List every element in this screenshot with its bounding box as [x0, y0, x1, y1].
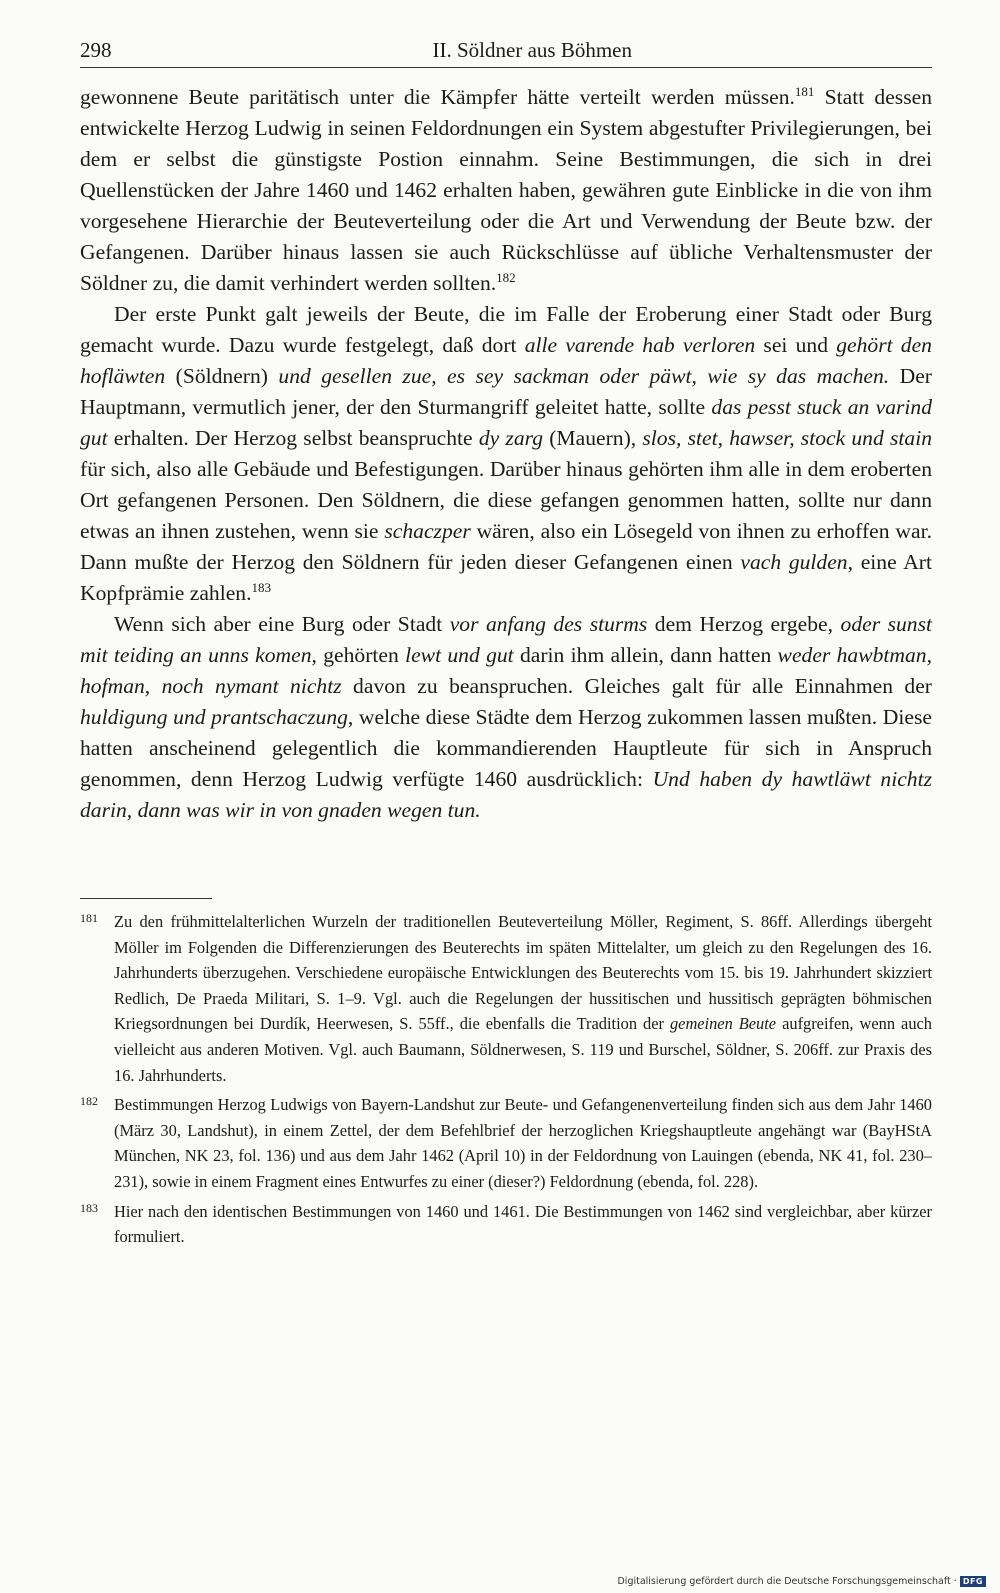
text-run: aufgreifen, wenn auch vielleicht aus anderen Motiven. Vgl. auch Baumann, Söldnerwesen, S. 119 und Burschel, Söldner, S. 206ff. zur Praxis des 16. Jahrhunderts. [114, 1014, 932, 1085]
italic-quote: lewt und gut [405, 643, 514, 667]
italic-quote: weder hawbtman, hofman, noch nymant nichtz [80, 643, 932, 698]
text-run: Statt dessen entwickelte Herzog Ludwig in seinen Feldordnungen ein System abgestufter Privilegierungen, bei dem er selbst die günstigste Postion einnahm. Seine Bestimmungen, die sich in drei Quellenstücken der Jahre 1460 und 1462 erhalten haben, gewähren gute Einblicke in die von ihm vorgesehene Hierarchie der Beuteverteilung oder die Art und Verwendung der Beute bzw. der Gefangenen. Darüber hinaus lassen sie auch Rückschlüsse auf übliche Verhaltensmuster der Söldner zu, die damit verhindert werden sollten. [80, 85, 932, 295]
page [80, 38, 932, 1254]
footnote-reference: 182 [496, 269, 516, 285]
text-run: für sich, also alle Gebäude und Befestigungen. Darüber hinaus gehörten ihm alle in dem eroberten Ort gefangenen Personen. Den Söldnern, die diese gefangen genommen hatten, sollte nur dann etwas an ihnen zustehen, wenn sie [80, 457, 932, 543]
footnote [80, 1199, 932, 1250]
text-run: Hier nach den identischen Bestimmungen von 1460 und 1461. Die Bestimmungen von 1462 sind vergleichbar, aber kürzer formuliert. [114, 1201, 932, 1247]
text-run: gewonnene Beute paritätisch unter die Kämpfer hätte verteilt werden müssen. [80, 85, 795, 109]
italic-quote: das pesst stuck an varind gut [80, 395, 933, 450]
text-run: sei und [755, 333, 837, 357]
running-title: II. Söldner aus Böhmen [432, 38, 632, 62]
text-run: , welche diese Städte dem Herzog zukommen lassen mußten. Diese hatten anscheinend gelegentlich die kommandierenden Hauptleute für sich in Anspruch genommen, denn Herzog Ludwig verfügte 1460 ausdrücklich: [80, 705, 932, 791]
italic-quote: vor anfang des sturms [449, 612, 648, 636]
paragraph [80, 609, 932, 826]
running-header [80, 38, 932, 68]
italic-quote: dy zarg [478, 426, 544, 450]
italic-quote: vach gulden [740, 550, 848, 574]
italic-quote: oder sunst mit teiding an unns komen [80, 612, 932, 667]
italic-quote: und gesellen zue, es sey sackman oder päwt, wie sy das machen. [278, 364, 890, 388]
text-run: wären, also ein Lösegeld von ihnen zu erhoffen war. Dann mußte der Herzog den Söldnern für jeden dieser Gefangenen einen [80, 519, 932, 574]
italic-quote: Und haben dy hawtläwt nichtz darin, dann was wir in von gnaden wegen tun. [80, 767, 932, 822]
text-run: dem Herzog ergebe, [647, 612, 841, 636]
dfg-logo-icon: DFG [960, 1576, 986, 1587]
footnote-number: 181 [80, 911, 98, 925]
footnotes [80, 909, 932, 1250]
italic-quote: huldigung und prantschaczung [80, 705, 348, 729]
text-run: Zu den frühmittelalterlichen Wurzeln der traditionellen Beuteverteilung Möller, Regiment, S. 86ff. Allerdings übergeht Möller im Folgenden die Differenzierungen des Beuterechts im späten Mittelalter, um gleich zu den Regelungen des 16. Jahrhunderts überzugehen. Verschiedene europäische Entwicklungen des Beuterechts vom 15. bis 19. Jahrhundert skizziert Redlich, De Praeda Militari, S. 1–9. Vgl. auch die Regelungen der hussitischen und hussitisch geprägten böhmischen Kriegsordnungen bei Durdík, Heerwesen, S. 55ff., die ebenfalls die Tradition der [114, 912, 932, 1034]
footnote [80, 1092, 932, 1194]
italic-quote: alle varende hab verloren [524, 333, 756, 357]
footnote-reference: 181 [794, 83, 815, 99]
footnote [80, 909, 932, 1088]
footnote-reference: 183 [251, 579, 271, 595]
text-run: , eine Art Kopfprämie zahlen. [80, 550, 932, 605]
italic-quote: gehört den hofläwten [80, 333, 932, 388]
text-run: , gehörten [311, 643, 406, 667]
page-number: 298 [80, 38, 112, 62]
footnote-number: 182 [80, 1094, 98, 1109]
footnote-number: 183 [80, 1200, 98, 1215]
credit-text: Digitalisierung gefördert durch die Deutsche Forschungsgemeinschaft · [617, 1576, 957, 1587]
text-run: darin ihm allein, dann hatten [513, 643, 778, 667]
text-run: Bestimmungen Herzog Ludwigs von Bayern-Landshut zur Beute- und Gefangenenverteilung finden sich aus dem Jahr 1460 (März 30, Landshut), in einem Zettel, der dem Befehlbrief der herzoglichen Kriegshauptleute angehängt war (BayHStA München, NK 23, fol. 136) und aus dem Jahr 1462 (April 10) in der Feldordnung von Lauingen (ebenda, NK 41, fol. 230–231), sowie in einem Fragment eines Entwurfes zu einer (dieser?) Feldordnung (ebenda, fol. 228). [114, 1095, 932, 1191]
italic-quote: schaczper [384, 519, 471, 543]
text-run: Wenn sich aber eine Burg oder Stadt [114, 612, 450, 636]
italic-quote: slos, stet, hawser, stock und stain [642, 426, 932, 450]
paragraph [80, 82, 932, 299]
text-run: Der erste Punkt galt jeweils der Beute, die im Falle der Eroberung einer Stadt oder Burg gemacht wurde. Dazu wurde festgelegt, daß dort [80, 302, 932, 357]
italic-quote: gemeinen Beute [669, 1014, 777, 1034]
text-run: (Söldnern) [165, 364, 279, 388]
text-run: erhalten. Der Herzog selbst beanspruchte [107, 426, 479, 450]
digitization-credit [617, 1576, 986, 1587]
text-run: (Mauern), [543, 426, 643, 450]
footnote-divider [80, 898, 212, 899]
text-run: davon zu beanspruchen. Gleiches galt für alle Einnahmen der [341, 674, 933, 698]
main-text [80, 82, 932, 826]
paragraph [80, 299, 932, 609]
text-run: Der Hauptmann, vermutlich jener, der den Sturmangriff geleitet hatte, sollte [80, 364, 932, 419]
